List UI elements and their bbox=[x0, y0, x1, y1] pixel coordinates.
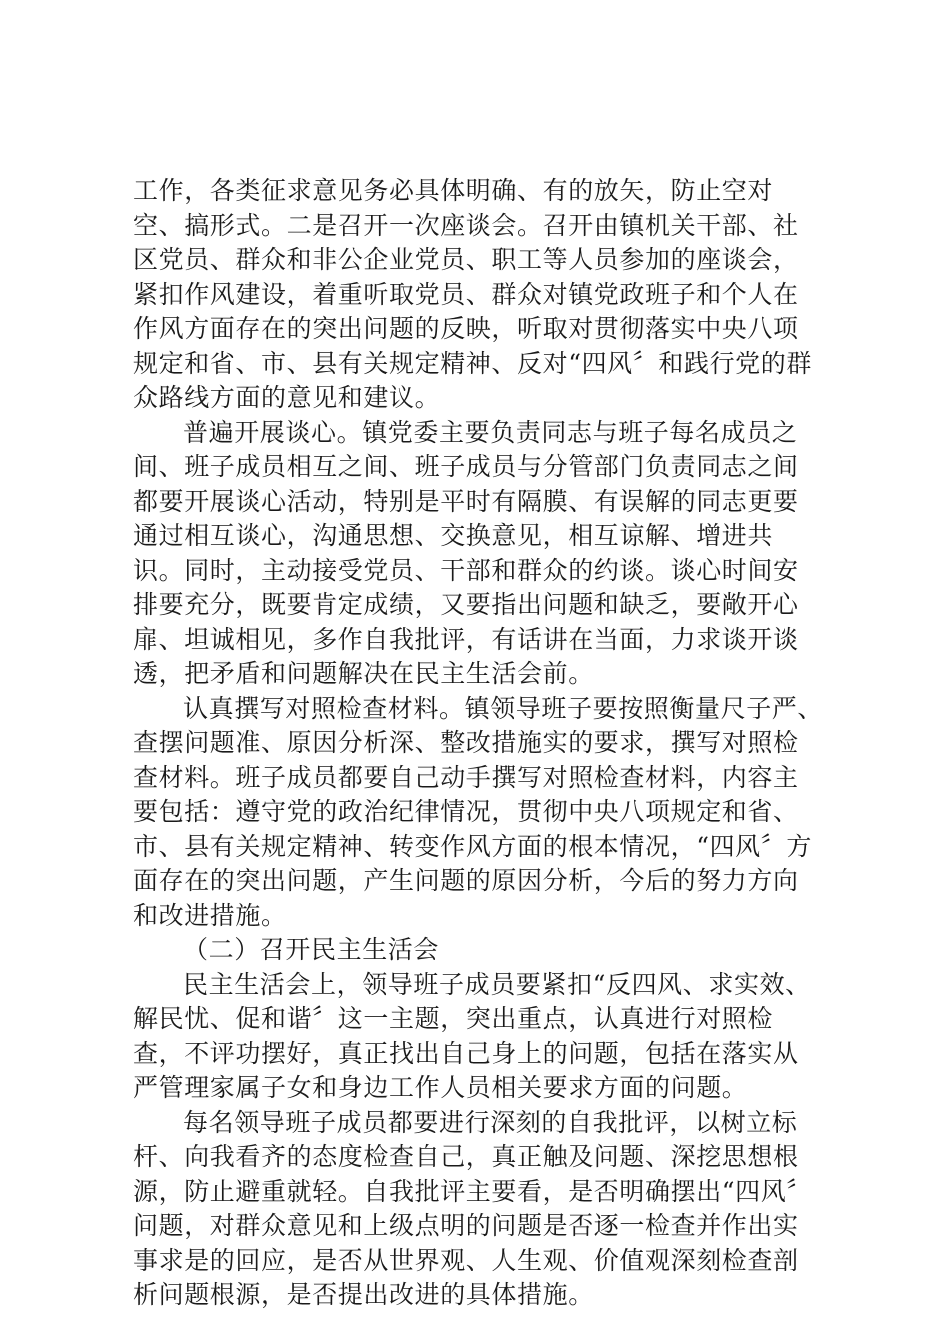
paragraph-heart-to-heart-talks: 普遍开展谈心。镇党委主要负责同志与班子每名成员之间、班子成员相互之间、班子成员与分管部门负责同志之间都要开展谈心活动，特别是平时有隔膜、有误解的同志更要通过相互谈心，沟通思想、交换意见，相互谅解、增进共识。同时，主动接受党员、干部和群众的约谈。谈心时间安排要充分，既要肯定成绩，又要指出问题和缺乏，要敞开心扉、坦诚相见，多作自我批评，有话讲在当面，力求谈开谈透，把矛盾和问题解决在民主生活会前。 bbox=[133, 417, 799, 688]
paragraph-self-criticism: 每名领导班子成员都要进行深刻的自我批评，以树立标杆、向我看齐的态度检查自己，真正触及问题、深挖思想根源，防止避重就轻。自我批评主要看，是否明确摆出“四风〞问题，对群众意见和上级点明的问题是否逐一检查并作出实事求是的回应，是否从世界观、人生观、价值观深刻检查剖析问题根源，是否提出改进的具体措施。 bbox=[133, 1107, 812, 1309]
paragraph-continuation: 工作，各类征求意见务必具体明确、有的放矢，防止空对空、搞形式。二是召开一次座谈会。召开由镇机关干部、社区党员、群众和非公企业党员、职工等人员参加的座谈会，紧扣作风建设，着重听取党员、群众对镇党政班子和个人在作风方面存在的突出问题的反映，听取对贯彻落实中央八项规定和省、市、县有关规定精神、反对“四风〞和践行党的群众路线方面的意见和建议。 bbox=[133, 176, 812, 412]
paragraph-democratic-meeting: 民主生活会上，领导班子成员要紧扣“反四风、求实效、解民忧、促和谐〞这一主题，突出重点，认真进行对照检查，不评功摆好，真正找出自己身上的问题，包括在落实从严管理家属子女和身边工作人员相关要求方面的问题。 bbox=[133, 969, 811, 1102]
section-heading: （二）召开民主生活会 bbox=[183, 935, 440, 964]
paragraph-review-materials: 认真撰写对照检查材料。镇领导班子要按照衡量尺子严、查摆问题准、原因分析深、整改措施实的要求，撰写对照检查材料。班子成员都要自己动手撰写对照检查材料，内容主要包括：遵守党的政治纪律情况，贯彻中央八项规定和省、市、县有关规定精神、转变作风方面的根本情况，“四风〞方面存在的突出问题，产生问题的原因分析，今后的努力方向和改进措施。 bbox=[133, 693, 824, 930]
document-body bbox=[133, 174, 823, 1313]
